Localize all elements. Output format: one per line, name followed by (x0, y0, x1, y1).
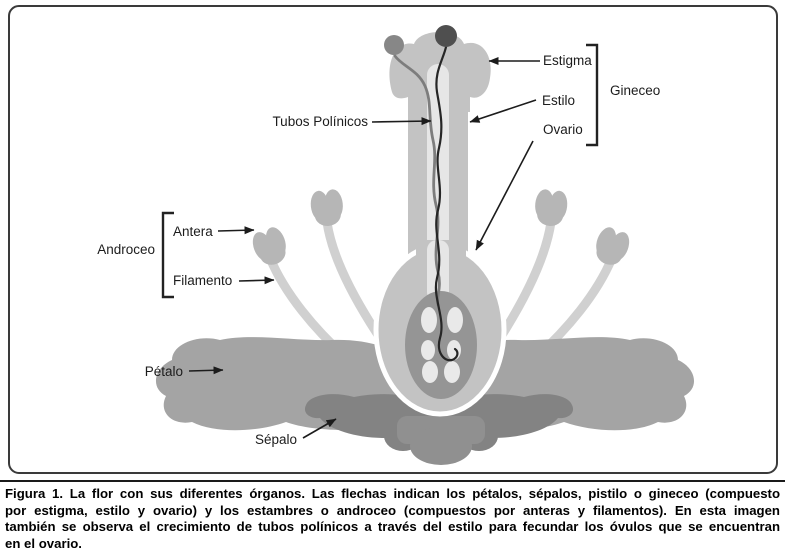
label-estilo: Estilo (542, 93, 576, 108)
anther-right-inner (533, 188, 569, 227)
label-petalo: Pétalo (144, 364, 183, 379)
label-ovario: Ovario (543, 122, 583, 137)
ovule (421, 340, 435, 360)
ovario-arrow (476, 141, 533, 250)
caption-line: por estigma, estilo y ovario) y los estambres o androceo (compuestos por anteras y filamentos). En esta imagen (5, 502, 780, 518)
receptacle (397, 416, 485, 465)
caption-line: también se observa el crecimiento de tubos polínicos a través del estilo para fecundar los óvulos que se encuentran (5, 519, 780, 534)
label-filamento: Filamento (173, 273, 233, 288)
label-sepalo: Sépalo (254, 432, 297, 447)
anther-right-outer (590, 225, 632, 270)
ovule (422, 361, 438, 383)
anther-left-inner (309, 188, 345, 227)
caption-divider (0, 480, 785, 482)
ovule (447, 340, 461, 360)
figure-caption (5, 486, 780, 552)
label-gineceo: Gineceo (610, 83, 661, 98)
ovule (447, 307, 463, 333)
estilo-arrow (470, 100, 536, 122)
label-antera: Antera (173, 224, 213, 239)
label-tubos-polinicos: Tubos Polínicos (272, 114, 368, 129)
ovule (444, 361, 460, 383)
pollen-grain-gray (384, 35, 404, 55)
antera-arrow (218, 230, 254, 231)
receptacle-lobe (410, 427, 472, 465)
label-androceo: Androceo (97, 242, 155, 257)
label-estigma: Estigma (543, 53, 592, 68)
caption-line: en el ovario. (5, 535, 82, 551)
filamento-arrow (239, 280, 274, 281)
tubos-polinicos-arrow (372, 121, 431, 122)
ovule (421, 307, 437, 333)
petalo-arrow (189, 370, 223, 371)
ovary-inner (405, 291, 477, 399)
pollen-grain-dark (435, 25, 457, 47)
caption-line: Figura 1. La flor con sus diferentes órganos. Las flechas indican los pétalos, sépalos, pistilo o gineceo (compuesto (5, 486, 780, 501)
anther-left-outer (249, 225, 291, 270)
